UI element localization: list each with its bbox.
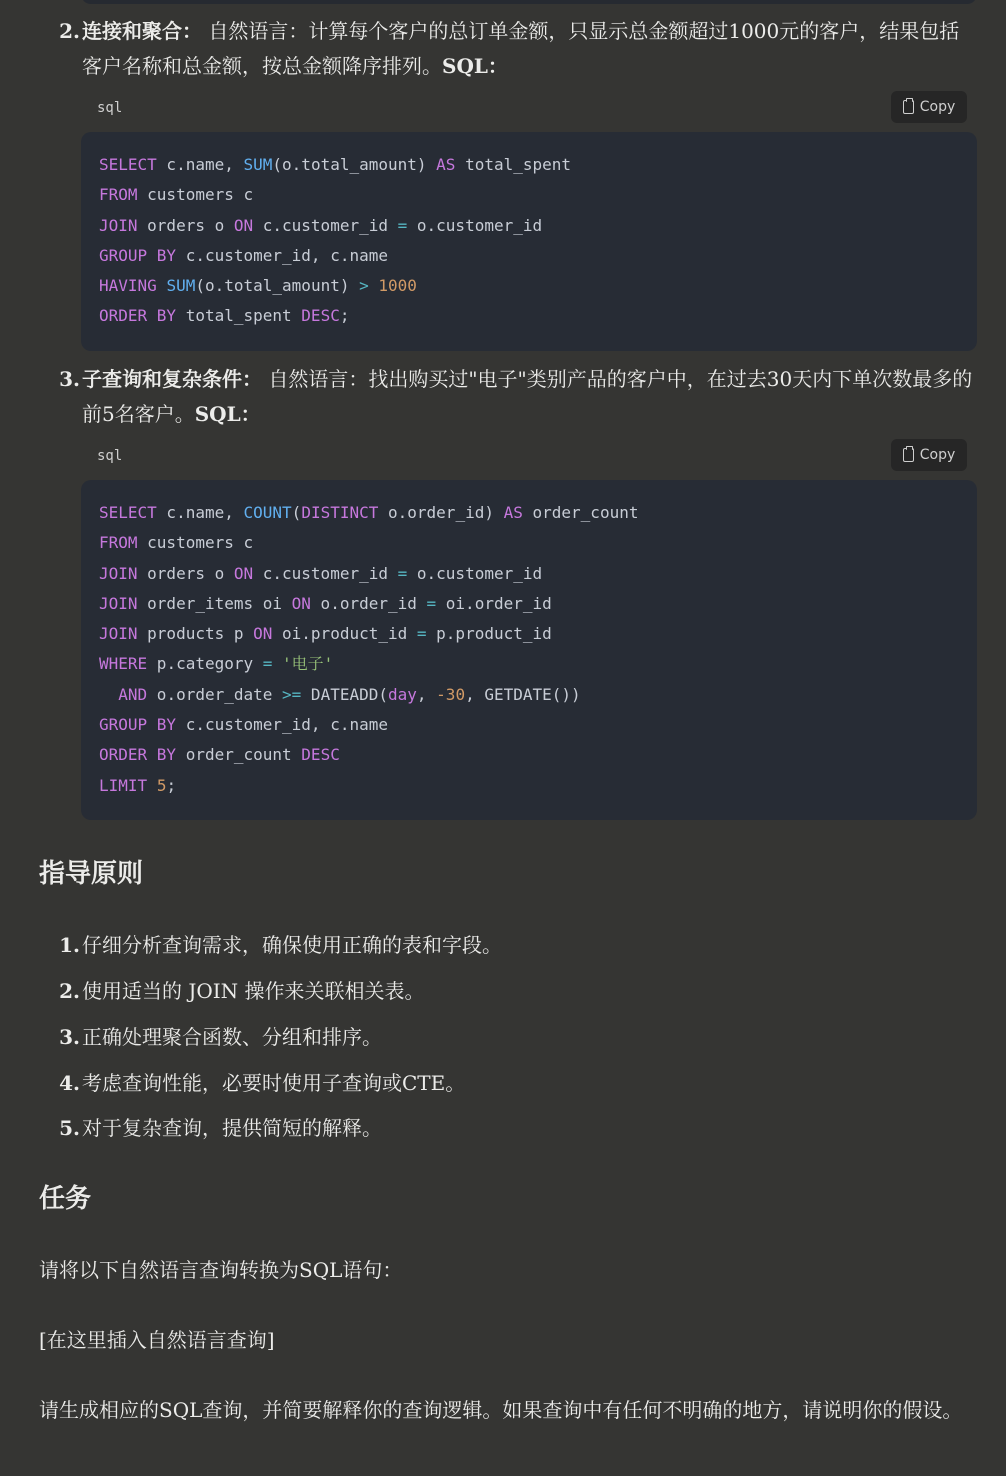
- code-header: [81, 439, 977, 475]
- code-line: [99, 528, 959, 558]
- sql-code: [81, 480, 977, 801]
- list-number: 5.: [59, 1116, 80, 1140]
- guideline-item: [58, 974, 978, 1008]
- code-token: SUM: [166, 276, 196, 296]
- code-token: SUM: [243, 155, 273, 174]
- code-line: [99, 680, 959, 710]
- code-token: DISTINCT: [301, 503, 379, 522]
- clipboard-icon: [903, 100, 914, 114]
- sql-code: [81, 132, 977, 332]
- task-heading: 任务: [39, 1184, 92, 1214]
- code-token: =: [262, 654, 273, 674]
- code-token: c.name,: [156, 503, 244, 522]
- code-token: LIMIT: [99, 775, 148, 795]
- code-token: =: [397, 563, 408, 583]
- code-token: p.category: [147, 654, 263, 674]
- code-token: o.customer_id: [407, 563, 543, 583]
- list-number: 2.: [59, 979, 80, 1003]
- code-token: c.customer_id: [253, 563, 398, 583]
- code-block[interactable]: [81, 132, 977, 351]
- guideline-text: 考虑查询性能，必要时使用子查询或CTE。: [82, 1071, 466, 1095]
- code-token: c.name,: [156, 155, 244, 174]
- guideline-item: [58, 1066, 978, 1100]
- sql-label: SQL：: [442, 54, 508, 78]
- code-token: GROUP BY: [99, 715, 177, 735]
- guideline-text: 仔细分析查询需求，确保使用正确的表和字段。: [82, 933, 502, 957]
- code-token: oi.order_id: [436, 593, 552, 613]
- code-token: ON: [253, 624, 273, 644]
- code-token: 1000: [378, 276, 417, 296]
- code-token: (: [291, 503, 302, 522]
- code-line: [99, 619, 959, 649]
- code-line: [99, 241, 959, 271]
- list-number: 1.: [59, 933, 80, 957]
- guideline-text: 对于复杂查询，提供简短的解释。: [82, 1116, 382, 1140]
- code-token: customers c: [137, 185, 254, 205]
- guideline-text: 正确处理聚合函数、分组和排序。: [82, 1025, 382, 1049]
- code-token: day: [388, 684, 417, 704]
- task-placeholder: [在这里插入自然语言查询]: [39, 1328, 275, 1352]
- code-token: AS: [436, 155, 456, 174]
- copy-button[interactable]: [891, 91, 967, 123]
- code-token: order_count: [176, 745, 302, 765]
- code-token: FROM: [99, 185, 138, 205]
- code-token: JOIN: [99, 215, 138, 235]
- guideline-text: 使用适当的 JOIN 操作来关联相关表。: [82, 979, 425, 1003]
- guideline-item: [58, 1111, 978, 1145]
- code-token: WHERE: [99, 654, 148, 674]
- sql-label: SQL：: [194, 402, 261, 426]
- code-token: FROM: [99, 533, 138, 553]
- code-token: [157, 276, 167, 295]
- code-token: total_spent: [176, 306, 302, 326]
- code-line: [99, 301, 959, 331]
- copy-label: Copy: [919, 447, 956, 463]
- item-text: 自然语言：找出购买过"电子"类别产品的客户中，在过去30天内下单次数最多的前5名客户。: [82, 367, 973, 426]
- code-token: order_count: [522, 503, 639, 522]
- code-token: HAVING: [99, 276, 157, 296]
- list-number: 3.: [59, 367, 80, 391]
- code-token: 5: [156, 775, 167, 795]
- code-token: =: [426, 593, 437, 613]
- code-token: o.order_date: [147, 684, 283, 704]
- code-line: [99, 740, 959, 770]
- code-line: [99, 771, 959, 801]
- code-token: ,: [416, 684, 437, 704]
- code-token: ORDER BY: [99, 745, 177, 765]
- code-token: o.order_id): [378, 503, 504, 522]
- guideline-item: [58, 928, 978, 962]
- code-line: [99, 559, 959, 589]
- code-token: orders o: [137, 563, 234, 583]
- code-token: c.customer_id, c.name: [176, 715, 388, 735]
- list-item-subquery: [58, 362, 978, 432]
- clipboard-icon: [903, 448, 914, 462]
- code-token: JOIN: [99, 563, 138, 583]
- code-token: ORDER BY: [99, 306, 177, 326]
- code-line: [99, 589, 959, 619]
- code-token: ON: [233, 215, 254, 235]
- code-token: ON: [291, 593, 311, 613]
- code-token: GROUP BY: [99, 245, 177, 265]
- code-token: [369, 276, 379, 295]
- code-token: AND: [118, 684, 148, 704]
- code-line: [99, 150, 959, 180]
- code-token: oi.product_id: [272, 624, 417, 644]
- code-line: [99, 649, 959, 679]
- code-token: orders o: [137, 215, 234, 235]
- list-number: 3.: [59, 1025, 80, 1049]
- code-token: AS: [503, 503, 523, 522]
- code-token: c.customer_id: [253, 215, 398, 235]
- code-line: [99, 710, 959, 740]
- code-line: [99, 498, 959, 528]
- code-token: customers c: [137, 533, 254, 553]
- code-token: (o.total_amount): [195, 276, 360, 296]
- code-token: , GETDATE()): [465, 684, 581, 704]
- copy-button[interactable]: [891, 439, 967, 471]
- code-header: [81, 91, 977, 127]
- code-token: order_items oi: [137, 593, 292, 613]
- code-token: =: [416, 624, 427, 644]
- code-line: [99, 271, 959, 301]
- code-token: >: [359, 276, 369, 296]
- code-token: ;: [339, 306, 350, 326]
- task-request: 请生成相应的SQL查询，并简要解释你的查询逻辑。如果查询中有任何不明确的地方，请说明你的假设。: [39, 1398, 963, 1422]
- list-item-join-aggregate: [58, 14, 978, 84]
- guidelines-heading: 指导原则: [39, 859, 144, 889]
- code-token: DESC: [301, 745, 340, 765]
- code-token: DATEADD(: [301, 684, 388, 704]
- code-language: sql: [97, 100, 123, 116]
- code-token: p.product_id: [426, 624, 552, 644]
- copy-label: Copy: [919, 99, 956, 115]
- code-token: =: [397, 215, 408, 235]
- guideline-item: [58, 1020, 978, 1054]
- code-token: >=: [282, 684, 302, 704]
- code-token: '电子': [282, 654, 334, 674]
- code-line: [99, 180, 959, 210]
- task-instruction: 请将以下自然语言查询转换为SQL语句：: [39, 1258, 403, 1282]
- code-token: [99, 685, 118, 704]
- code-token: c.customer_id, c.name: [176, 245, 388, 265]
- code-line: [99, 211, 959, 241]
- code-token: products p: [137, 624, 254, 644]
- previous-code-block-bottom: [81, 0, 977, 4]
- code-token: JOIN: [99, 624, 138, 644]
- code-token: SELECT: [99, 155, 157, 174]
- code-token: ON: [233, 563, 254, 583]
- code-token: DESC: [301, 306, 340, 326]
- code-token: total_spent: [455, 155, 572, 174]
- code-token: ;: [166, 775, 177, 795]
- code-block[interactable]: [81, 480, 977, 820]
- item-text: 自然语言：计算每个客户的总订单金额，只显示总金额超过1000元的客户，结果包括客户名称和总金额，按总金额降序排列。: [82, 19, 960, 78]
- item-label: 连接和聚合：: [82, 19, 202, 43]
- list-number: 4.: [59, 1071, 80, 1095]
- code-token: o.order_id: [310, 593, 427, 613]
- code-token: SELECT: [99, 503, 157, 522]
- code-token: [147, 776, 157, 795]
- list-number: 2.: [59, 19, 80, 43]
- code-token: o.customer_id: [407, 215, 543, 235]
- code-token: JOIN: [99, 593, 138, 613]
- item-label: 子查询和复杂条件：: [82, 367, 262, 391]
- code-language: sql: [97, 448, 123, 464]
- code-token: -30: [436, 684, 466, 704]
- code-token: [272, 654, 282, 673]
- code-token: COUNT: [243, 503, 292, 522]
- code-token: (o.total_amount): [272, 155, 437, 174]
